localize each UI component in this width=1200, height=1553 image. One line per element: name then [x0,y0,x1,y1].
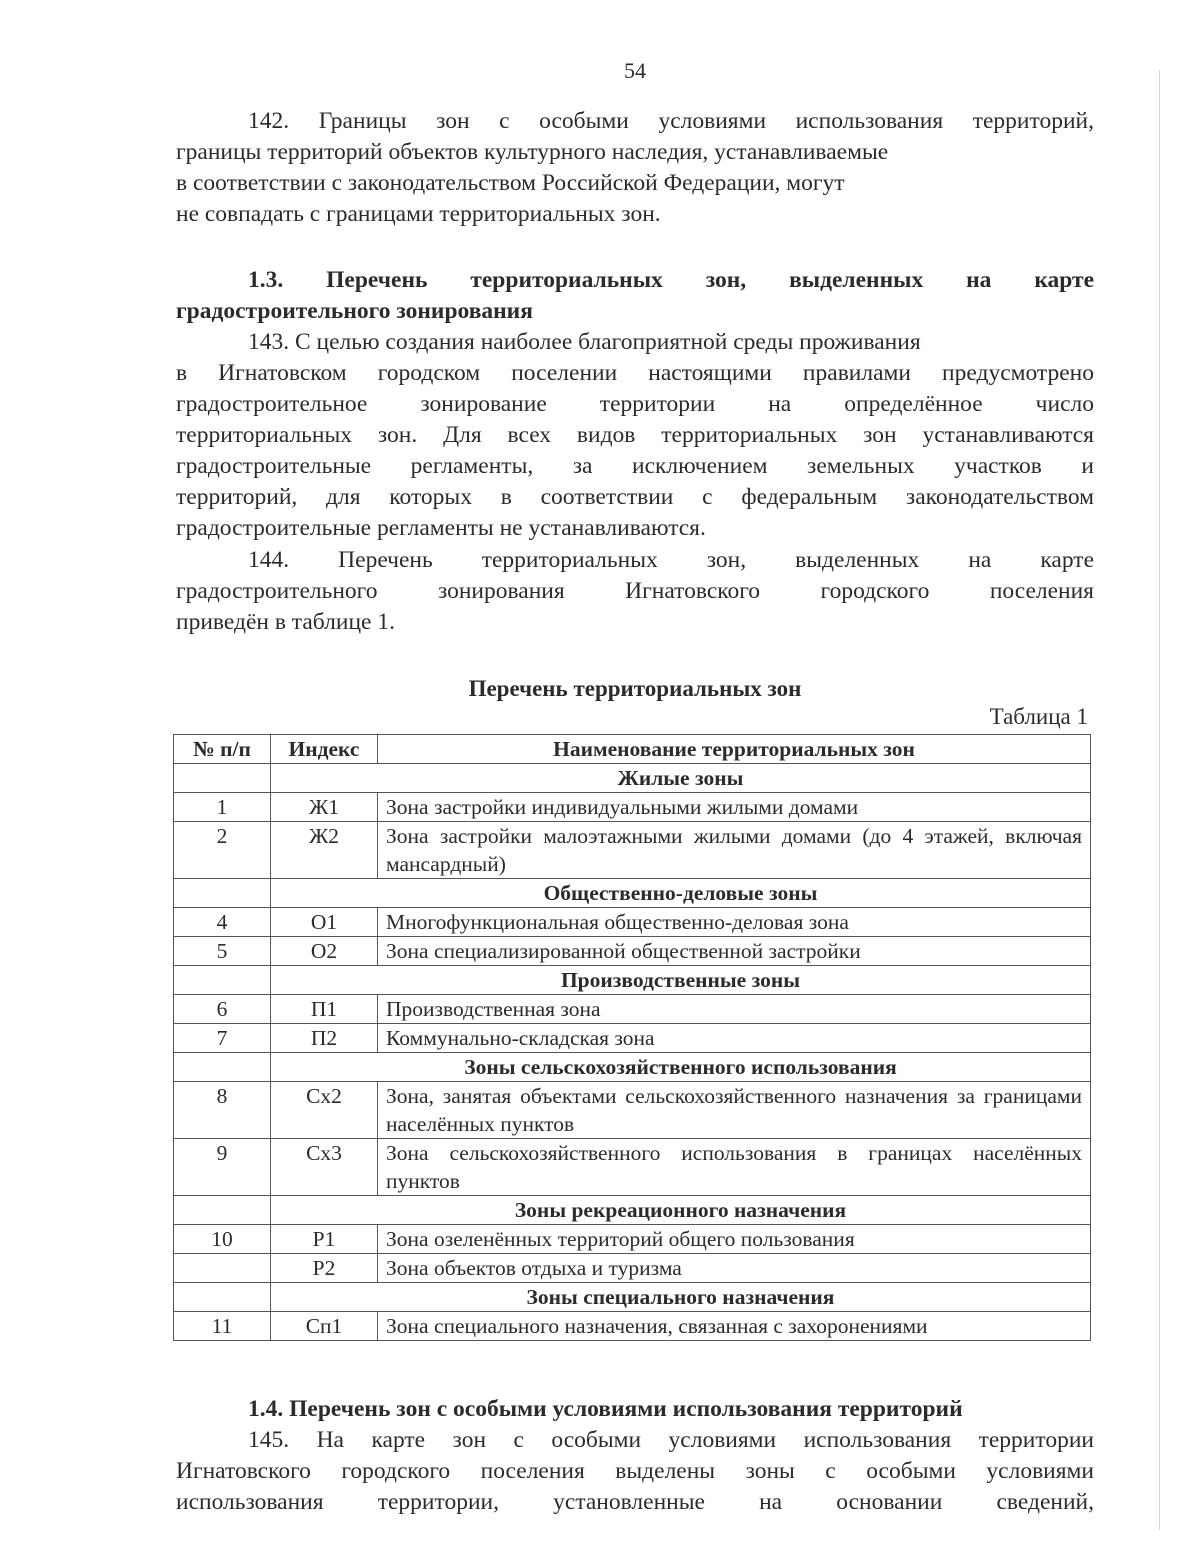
zone-index: Р2 [271,1254,378,1283]
table-row [174,793,1091,822]
zone-index: П1 [271,995,378,1024]
group-label: Зоны рекреационного назначения [271,1196,1091,1225]
zone-index: Сх3 [271,1139,378,1196]
table-row [174,908,1091,937]
paragraph-line: 145. На карте зон с особыми условиями использования территории [248,1427,1094,1453]
paragraph-142 [176,106,1094,230]
group-empty-cell [174,966,271,995]
zone-name: Многофункциональная общественно-деловая зона [378,908,1091,937]
zone-name: Зона озеленённых территорий общего пользования [378,1225,1091,1254]
zone-name: Коммунально-складская зона [378,1024,1091,1053]
zone-name: Зона застройки индивидуальными жилыми домами [378,793,1091,822]
row-number: 6 [174,995,271,1024]
paragraph-line: градостроительное зонирование территории на определённое число [176,391,1094,417]
zones-table-body [174,764,1091,1341]
zone-name: Зона специализированной общественной застройки [378,937,1091,966]
zone-name: Зона объектов отдыха и туризма [378,1254,1091,1283]
row-number: 4 [174,908,271,937]
header-number: № п/п [174,735,271,764]
row-number: 8 [174,1082,271,1139]
group-label: Зоны сельскохозяйственного использования [271,1053,1091,1082]
paragraph-line: границы территорий объектов культурного наследия, устанавливаемые [176,139,889,165]
table-row [174,995,1091,1024]
table-row [174,1139,1091,1196]
zone-index: О2 [271,937,378,966]
row-number: 5 [174,937,271,966]
paragraph-line: территориальных зон. Для всех видов территориальных зон устанавливаются [176,422,1094,448]
paragraph-line: градостроительные регламенты, за исключением земельных участков и [176,453,1094,479]
zone-index: Ж2 [271,822,378,879]
row-number: 10 [174,1225,271,1254]
group-empty-cell [174,1053,271,1082]
row-number: 1 [174,793,271,822]
table-group-row [174,879,1091,908]
paragraph-line: 142. Границы зон с особыми условиями использования территорий, [248,108,1094,134]
row-number: 11 [174,1312,271,1341]
paragraph-line: территорий, для которых в соответствии с федеральным законодательством [176,484,1094,510]
heading-line: 1.4. Перечень зон с особыми условиями использования территорий [248,1396,963,1422]
table-row [174,1024,1091,1053]
header-zone-name: Наименование территориальных зон [378,735,1091,764]
header-index: Индекс [271,735,378,764]
table-row [174,1254,1091,1283]
zones-table [173,734,1091,1341]
paragraph-line: 143. С целью создания наиболее благоприятной среды проживания [248,329,921,355]
row-number: 7 [174,1024,271,1053]
paragraph-145 [176,1425,1094,1518]
paragraph-line: в Игнатовском городском поселении настоящими правилами предусмотрено [176,360,1094,386]
paragraph-line: 144. Перечень территориальных зон, выделенных на карте [248,547,1094,573]
heading-line: градостроительного зонирования [176,298,533,324]
table-group-row [174,1283,1091,1312]
table-title: Перечень территориальных зон [468,676,802,701]
paragraph-line: градостроительного зонирования Игнатовского городского поселения [176,578,1094,604]
zone-index: П2 [271,1024,378,1053]
zone-index: Сп1 [271,1312,378,1341]
group-label: Жилые зоны [271,764,1091,793]
table-group-row [174,1053,1091,1082]
zone-index: О1 [271,908,378,937]
group-label: Производственные зоны [271,966,1091,995]
group-empty-cell [174,764,271,793]
zone-index: Сх2 [271,1082,378,1139]
paragraph-144 [176,545,1094,638]
zone-name: Зона застройки малоэтажными жилыми домами (до 4 этажей, включая мансардный) [378,822,1091,879]
paragraph-line: приведён в таблице 1. [176,609,395,635]
zone-name: Зона специального назначения, связанная с захоронениями [378,1312,1091,1341]
paragraph-line: Игнатовского городского поселения выделены зоны с особыми условиями [176,1458,1094,1484]
zone-index: Р1 [271,1225,378,1254]
row-number [174,1254,271,1283]
paragraph-line: использования территории, установленные на основании сведений, [176,1489,1094,1515]
group-empty-cell [174,879,271,908]
paragraph-143 [176,327,1094,544]
table-row [174,1225,1091,1254]
table-header-row [174,735,1091,764]
paragraph-line: не совпадать с границами территориальных зон. [176,201,661,227]
heading-line: 1.3. Перечень территориальных зон, выделенных на карте [248,267,1094,293]
row-number: 2 [174,822,271,879]
section-1-3-heading [176,265,1094,327]
section-1-4-heading [176,1394,1094,1425]
zone-name: Зона сельскохозяйственного использования в границах населённых пунктов [378,1139,1091,1196]
paragraph-line: градостроительные регламенты не устанавливаются. [176,515,706,541]
table-row [174,1082,1091,1139]
group-empty-cell [174,1283,271,1312]
page-number: 54 [624,58,646,83]
zone-name: Производственная зона [378,995,1091,1024]
scan-edge-line [1159,70,1160,1530]
group-empty-cell [174,1196,271,1225]
zone-name: Зона, занятая объектами сельскохозяйственного назначения за границами населённых пунктов [378,1082,1091,1139]
table-group-row [174,966,1091,995]
table-row [174,822,1091,879]
row-number: 9 [174,1139,271,1196]
table-group-row [174,764,1091,793]
table-caption: Таблица 1 [989,704,1088,729]
table-group-row [174,1196,1091,1225]
table-row [174,1312,1091,1341]
group-label: Общественно-деловые зоны [271,879,1091,908]
group-label: Зоны специального назначения [271,1283,1091,1312]
zone-index: Ж1 [271,793,378,822]
table-row [174,937,1091,966]
paragraph-line: в соответствии с законодательством Российской Федерации, могут [176,170,845,196]
